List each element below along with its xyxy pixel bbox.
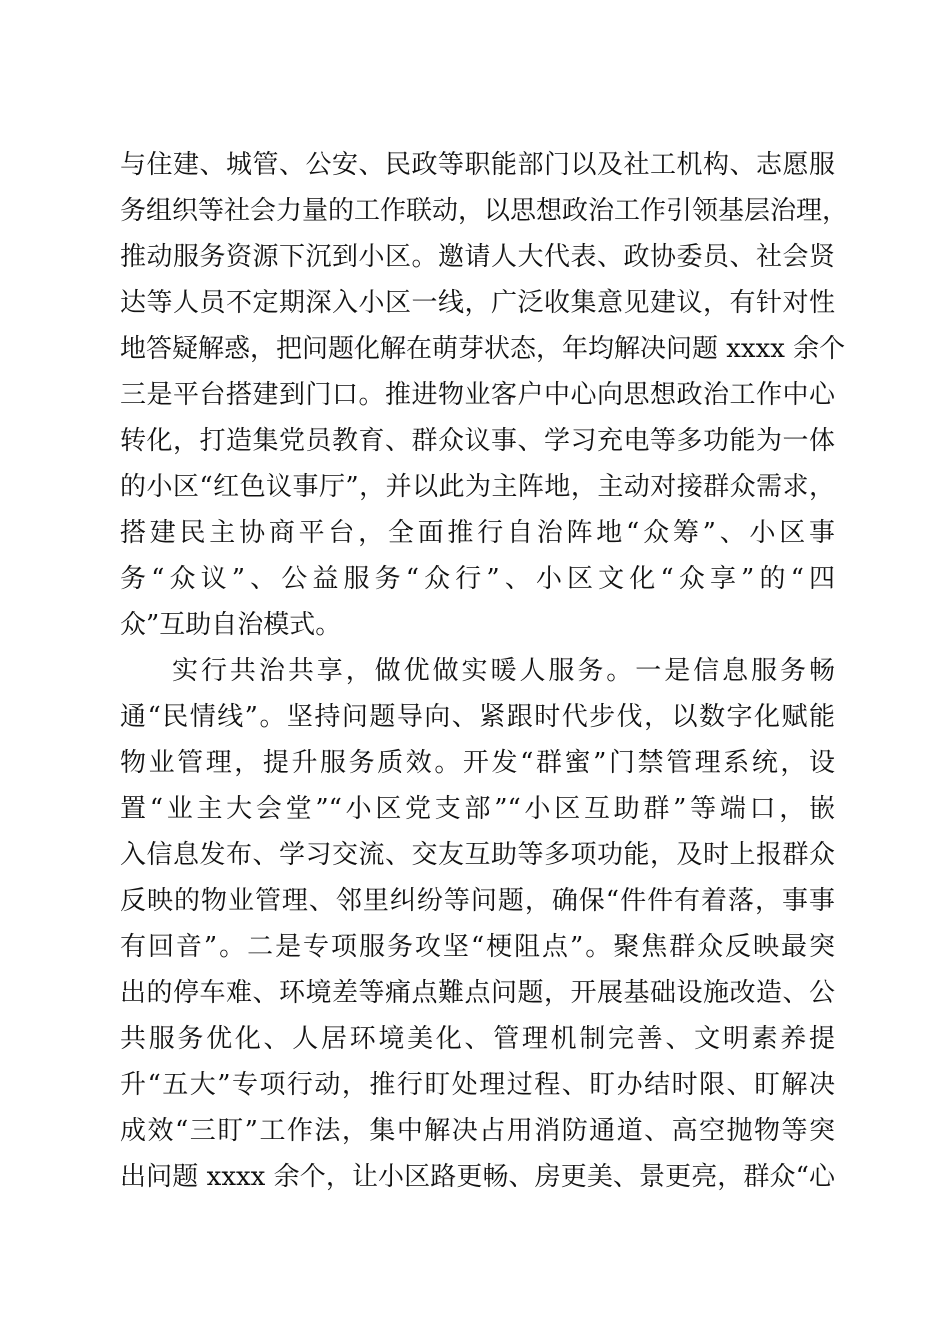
text-line: 搭建民主协商平台，全面推行自治阵地“众筹”、小区事 <box>120 518 835 548</box>
text-line: 物业管理，提升服务质效。开发“群蜜”门禁管理系统，设 <box>120 748 835 778</box>
text-line: 与住建、城管、公安、民政等职能部门以及社工机构、志愿服 <box>120 150 835 180</box>
text-line: 达等人员不定期深入小区一线，广泛收集意见建议，有针对性 <box>120 288 835 318</box>
text-line: 通“民情线”。坚持问题导向、紧跟时代步伐，以数字化赋能 <box>120 702 835 732</box>
text-line: 共服务优化、人居环境美化、管理机制完善、文明素养提 <box>120 1024 835 1054</box>
text-line: 地答疑解惑，把问题化解在萌芽状态，年均解决问题 xxxx 余个 <box>120 334 846 364</box>
text-line: 反映的物业管理、邻里纠纷等问题，确保“件件有着落，事事 <box>120 886 835 916</box>
text-line: 出的停车难、环境差等痛点難点问题，开展基础设施改造、公 <box>120 978 835 1008</box>
text-line: 务组织等社会力量的工作联动，以思想政治工作引领基层治理， <box>120 196 849 226</box>
text-line: 出问题 xxxx 余个，让小区路更畅、房更美、景更亮，群众“心 <box>120 1162 835 1192</box>
text-line: 务“众议”、公益服务“众行”、小区文化“众享”的“四 <box>120 564 835 594</box>
text-line: 众”互助自治模式。 <box>120 610 342 640</box>
text-line: 三是平台搭建到门口。推进物业客户中心向思想政治工作中心 <box>120 380 835 410</box>
text-line: 的小区“红色议事厅”，并以此为主阵地，主动对接群众需求， <box>120 472 835 502</box>
text-line: 转化，打造集党员教育、群众议事、学习充电等多功能为一体 <box>120 426 835 456</box>
text-line: 升“五大”专项行动，推行盯处理过程、盯办结时限、盯解决 <box>120 1070 835 1100</box>
body-text <box>120 142 849 1200</box>
text-line: 有回音”。二是专项服务攻坚“梗阻点”。聚焦群众反映最突 <box>120 932 835 962</box>
text-line: 置“业主大会堂”“小区党支部”“小区互助群”等端口，嵌 <box>120 794 835 824</box>
text-line: 成效“三盯”工作法，集中解决占用消防通道、高空抛物等突 <box>120 1116 835 1146</box>
text-line: 推动服务资源下沉到小区。邀请人大代表、政协委员、社会贤 <box>120 242 835 272</box>
paragraph-start-line: 实行共治共享，做优做实暖人服务。一是信息服务畅 <box>172 656 835 686</box>
text-line: 入信息发布、学习交流、交友互助等多项功能，及时上报群众 <box>120 840 835 870</box>
